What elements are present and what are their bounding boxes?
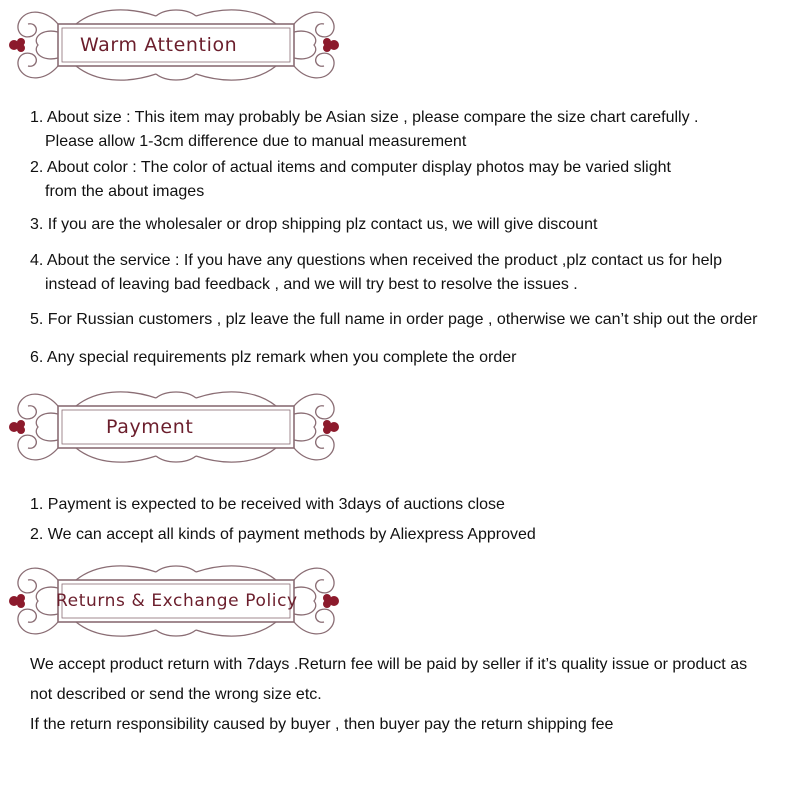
- returns-paragraph-line-3: If the return responsibility caused by buyer , then buyer pay the return shipping fee: [30, 716, 614, 733]
- warm-attention-item-2-line-2: from the about images: [45, 183, 205, 200]
- payment-item-2: 2. We can accept all kinds of payment methods by Aliexpress Approved: [30, 526, 536, 543]
- warm-attention-item-1-line-2: Please allow 1-3cm difference due to manual measurement: [45, 133, 467, 150]
- returns-title: Returns & Exchange Policy: [56, 591, 298, 611]
- payment-banner: [6, 384, 342, 470]
- returns-paragraph-line-2: not described or send the wrong size etc.: [30, 686, 322, 703]
- warm-attention-banner: [6, 2, 342, 88]
- warm-attention-item-4-line-2: instead of leaving bad feedback , and we will try best to resolve the issues .: [45, 276, 578, 293]
- warm-attention-item-5: 5. For Russian customers , plz leave the full name in order page , otherwise we can’t ship out the order: [30, 311, 758, 328]
- warm-attention-item-2-line-1: 2. About color : The color of actual items and computer display photos may be varied slight: [30, 159, 671, 176]
- warm-attention-item-6: 6. Any special requirements plz remark when you complete the order: [30, 349, 517, 366]
- warm-attention-item-3: 3. If you are the wholesaler or drop shipping plz contact us, we will give discount: [30, 216, 598, 233]
- warm-attention-title: Warm Attention: [80, 34, 238, 56]
- warm-attention-item-1-line-1: 1. About size : This item may probably be Asian size , please compare the size chart carefully .: [30, 109, 699, 126]
- returns-paragraph-line-1: We accept product return with 7days .Return fee will be paid by seller if it’s quality issue or product as: [30, 656, 748, 673]
- returns-banner: [6, 558, 342, 644]
- warm-attention-item-4-line-1: 4. About the service : If you have any questions when received the product ,plz contact us for help: [30, 252, 722, 269]
- payment-title: Payment: [106, 416, 194, 438]
- payment-item-1: 1. Payment is expected to be received with 3days of auctions close: [30, 496, 505, 513]
